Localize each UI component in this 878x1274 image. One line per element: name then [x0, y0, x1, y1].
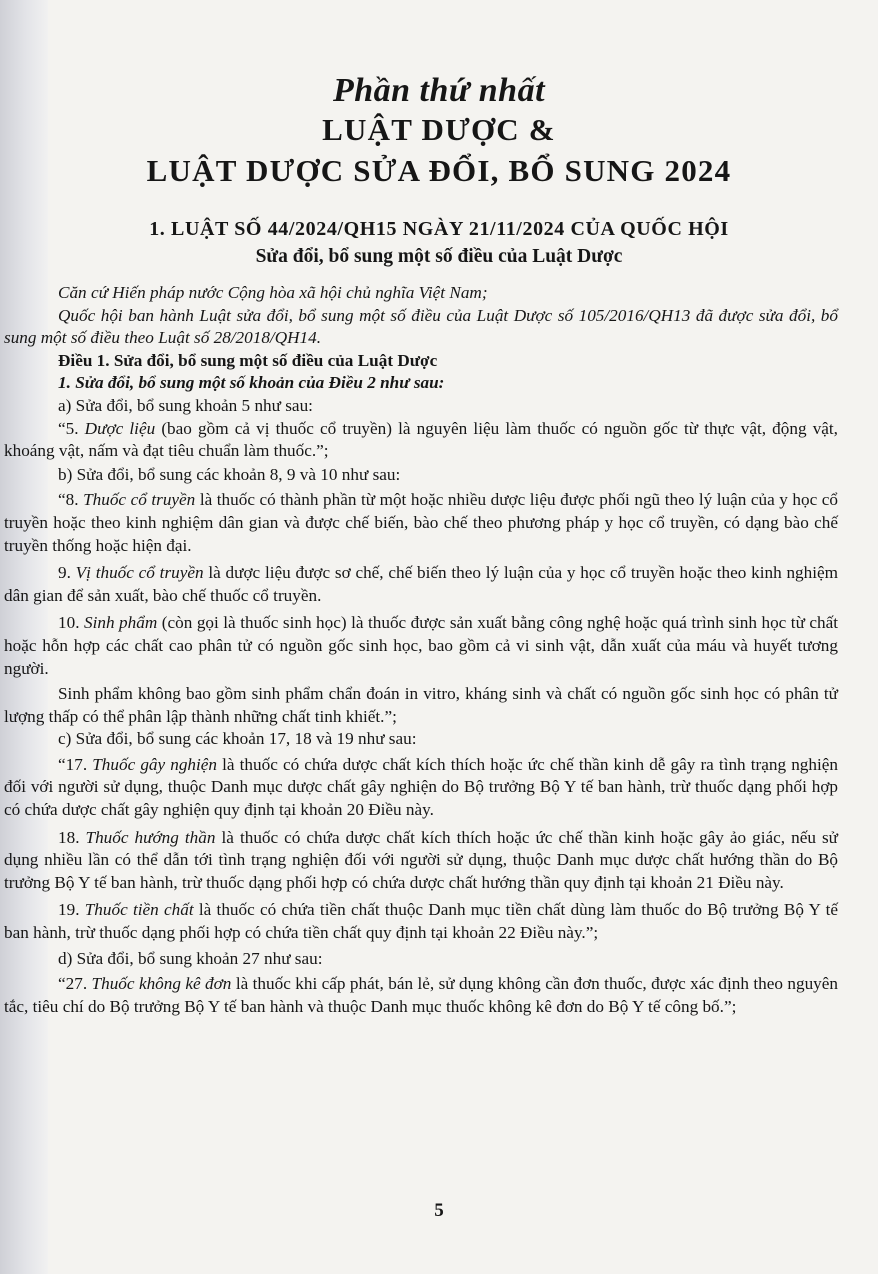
clause-5-term: Dược liệu — [84, 418, 156, 438]
clause-5-number: “5. — [58, 418, 85, 438]
preamble-paragraph-1: Căn cứ Hiến pháp nước Cộng hòa xã hội chủ nghĩa Việt Nam; — [58, 283, 488, 302]
clause-18 — [0, 827, 878, 895]
clause-27 — [0, 973, 878, 1018]
clause-5 — [0, 418, 878, 463]
law-number-heading: 1. LUẬT SỐ 44/2024/QH15 NGÀY 21/11/2024 CỦA QUỐC HỘI — [149, 218, 729, 240]
article-heading: Điều 1. Sửa đổi, bổ sung một số điều của Luật Dược — [58, 350, 438, 370]
main-title-line-1: LUẬT DƯỢC & — [322, 112, 556, 147]
clause-17 — [0, 754, 878, 822]
clause-10-continuation: Sinh phẩm không bao gồm sinh phẩm chẩn đoán in vitro, kháng sinh và chất có nguồn gốc sinh học có phân tử lượng thấp có thể phân lập thành những chất tinh khiết.”; — [4, 684, 838, 726]
clause-5-text: (bao gồm cả vị thuốc cổ truyền) là nguyên liệu làm thuốc có nguồn gốc từ thực vật, động vật, khoáng vật, nấm và đạt tiêu chuẩn làm thuốc.”; — [4, 418, 838, 461]
clause-19 — [0, 899, 878, 944]
clause-19-text: là thuốc có chứa tiền chất thuộc Danh mục tiền chất dùng làm thuốc do Bộ trưởng Bộ Y tế ban hành, trừ thuốc dạng phối hợp có chứa tiền chất quy định tại khoản 22 Điều này.”; — [4, 900, 838, 943]
page-number: 5 — [434, 1200, 444, 1221]
item-d-heading: d) Sửa đổi, bổ sung khoản 27 như sau: — [58, 948, 323, 968]
document-body — [0, 282, 878, 1018]
clause-10-term: Sinh phẩm — [84, 613, 158, 633]
clause-18-number: 18. — [58, 827, 86, 847]
main-title-line-2: LUẬT DƯỢC SỬA ĐỔI, BỔ SUNG 2024 — [146, 153, 732, 188]
clause-8 — [0, 489, 878, 557]
clause-9-number: 9. — [58, 563, 76, 583]
section-heading: 1. Sửa đổi, bổ sung một số khoản của Điều 2 như sau: — [58, 373, 445, 393]
clause-17-number: “17. — [58, 754, 93, 774]
clause-27-term: Thuốc không kê đơn — [91, 974, 232, 994]
clause-19-term: Thuốc tiền chất — [84, 900, 194, 920]
item-b-heading: b) Sửa đổi, bổ sung các khoản 8, 9 và 10 như sau: — [58, 464, 401, 484]
law-subtitle: Sửa đổi, bổ sung một số điều của Luật Dược — [255, 246, 623, 267]
clause-10-number: 10. — [58, 613, 84, 633]
item-c-heading: c) Sửa đổi, bổ sung các khoản 17, 18 và 19 như sau: — [58, 729, 417, 749]
clause-18-term: Thuốc hướng thần — [85, 827, 216, 847]
clause-27-number: “27. — [58, 974, 92, 994]
clause-10-text: (còn gọi là thuốc sinh học) là thuốc được sản xuất bằng công nghệ hoặc quá trình sinh học từ chất hoặc hỗn hợp các chất cao phân tử có nguồn gốc sinh học, bao gồm cả vi sinh vật, dẫn xuất của máu và huyết tương người. — [4, 613, 839, 678]
item-a-heading: a) Sửa đổi, bổ sung khoản 5 như sau: — [58, 395, 313, 415]
clause-8-term: Thuốc cổ truyền — [83, 490, 196, 510]
clause-8-text: là thuốc có thành phần từ một hoặc nhiều dược liệu được phối ngũ theo lý luận của y học cổ truyền hoặc theo kinh nghiệm dân gian và được chế biến, bào chế theo phương pháp y học cổ truyền, có dạng bào chế truyền thống hoặc hiện đại. — [4, 490, 839, 555]
clause-9-term: Vị thuốc cổ truyền — [75, 563, 204, 583]
clause-8-number: “8. — [58, 490, 84, 510]
preamble-paragraph-2: Quốc hội ban hành Luật sửa đổi, bổ sung một số điều của Luật Dược số 105/2016/QH13 đã được sửa đổi, bổ sung một số điều theo Luật số 28/2018/QH14. — [4, 305, 838, 348]
clause-9 — [0, 562, 878, 607]
clause-18-text: là thuốc có chứa dược chất kích thích hoặc ức chế thần kinh hoặc gây ảo giác, nếu sử dụng nhiều lần có thể dẫn tới tình trạng nghiện đối với người sử dụng, thuộc Danh mục dược chất hướng thần do Bộ trưởng Bộ Y tế ban hành, trừ thuốc dạng phối hợp có chứa dược chất hướng thần quy định tại khoản 21 Điều này. — [4, 827, 839, 892]
part-title: Phần thứ nhất — [332, 72, 546, 109]
clause-17-text: là thuốc có chứa dược chất kích thích hoặc ức chế thần kinh dễ gây ra tình trạng nghiện đối với người sử dụng, thuộc Danh mục dược chất gây nghiện do Bộ trưởng Bộ Y tế ban hành, trừ thuốc dạng phối hợp có chứa dược chất gây nghiện quy định tại khoản 20 Điều này. — [4, 754, 838, 820]
clause-27-text: là thuốc khi cấp phát, bán lẻ, sử dụng không cần đơn thuốc, được xác định theo nguyên tắc, tiêu chí do Bộ trưởng Bộ Y tế ban hành và thuộc Danh mục thuốc không kê đơn do Bộ Y tế công bố.”; — [4, 974, 838, 1016]
clause-19-number: 19. — [58, 900, 85, 920]
clause-10 — [0, 612, 878, 680]
clause-17-term: Thuốc gây nghiện — [92, 754, 218, 774]
clause-9-text: là dược liệu được sơ chế, chế biến theo lý luận của y học cổ truyền hoặc theo kinh nghiệm dân gian để sản xuất, bào chế thuốc cổ truyền. — [4, 563, 839, 605]
